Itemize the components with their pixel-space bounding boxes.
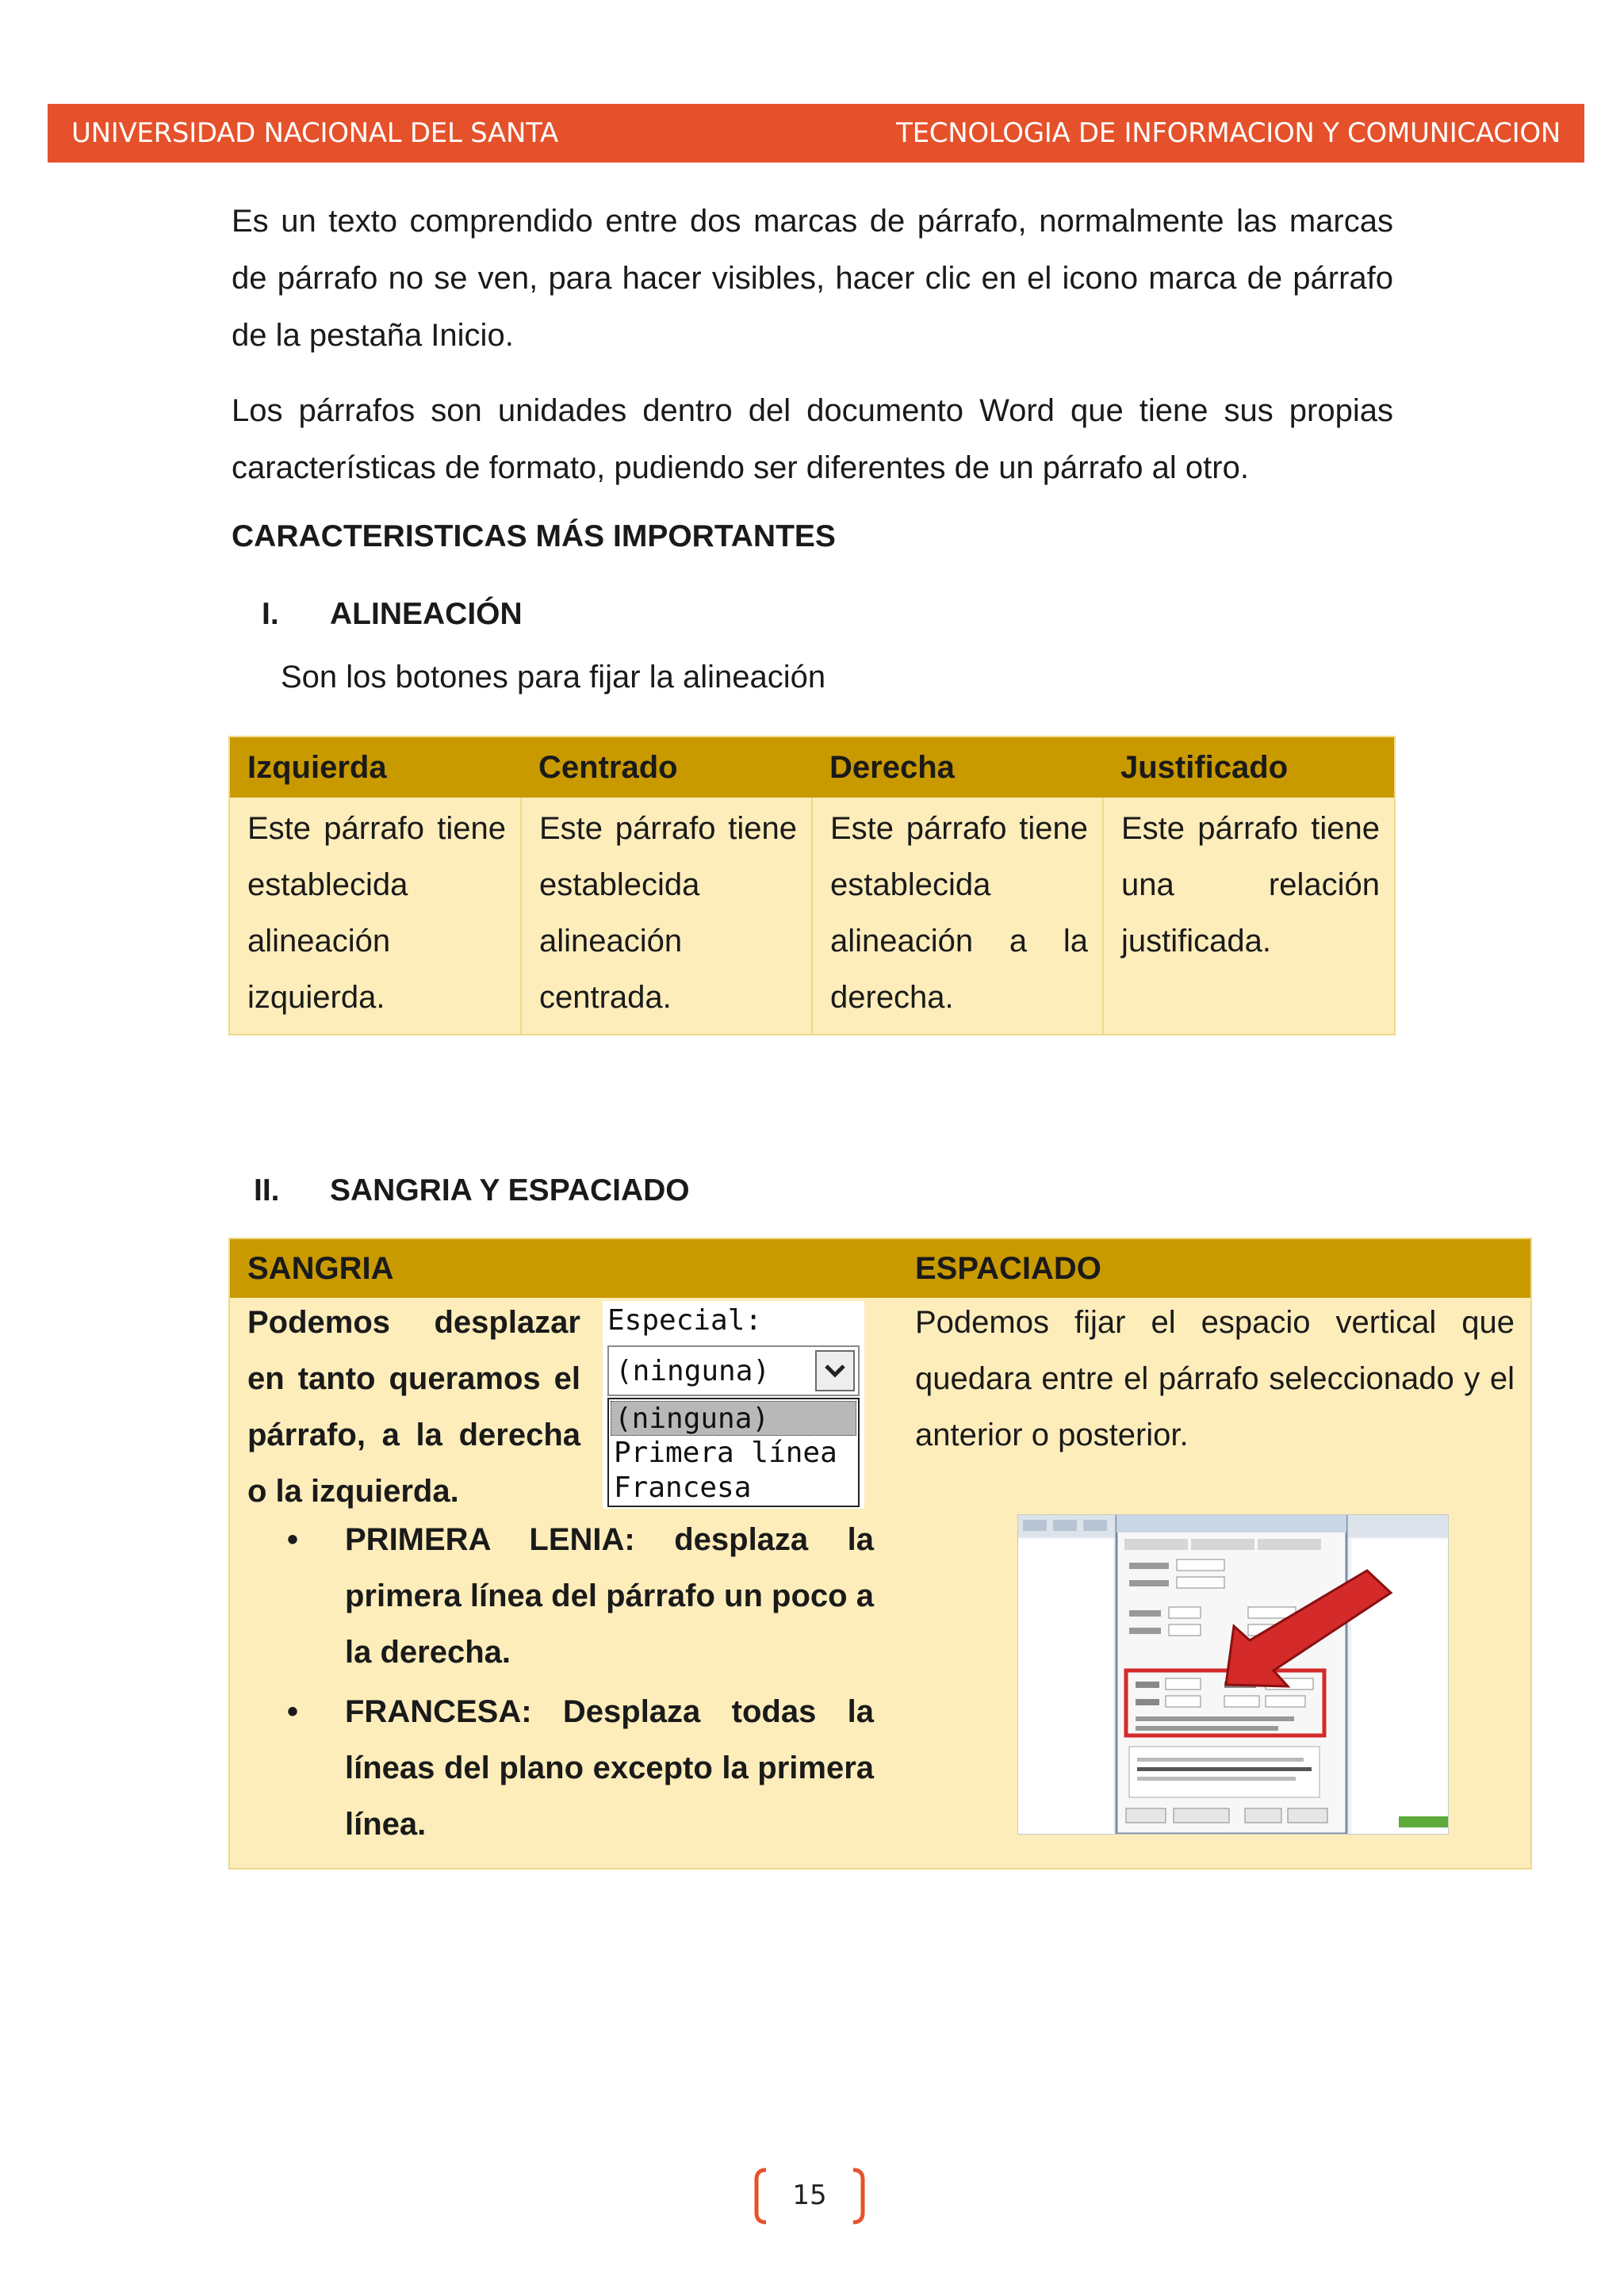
dropdown-option: Francesa — [614, 1471, 752, 1504]
table-header-cell: SANGRIA — [247, 1251, 394, 1286]
section-title: SANGRIA Y ESPACIADO — [330, 1173, 690, 1207]
header-course: TECNOLOGIA DE INFORMACION Y COMUNICACION — [896, 117, 1561, 149]
table-header-row — [230, 1239, 1530, 1298]
table-header-row — [230, 737, 1394, 798]
bullet-icon: • — [287, 1694, 299, 1729]
espaciado-description: Podemos fijar el espacio vertical que quedara entre el párrafo seleccionado y el anterior o posterior. — [915, 1305, 1515, 1452]
dropdown-selected-value: (ninguna) — [615, 1355, 771, 1387]
section-number: II. — [254, 1173, 280, 1207]
table-cell: Este párrafo tiene una relación justificada. — [1103, 798, 1394, 1034]
intro-paragraph-2: Los párrafos son unidades dentro del documento Word que tiene sus propias características de formato, pudiendo ser diferentes de un párrafo al otro. — [232, 393, 1393, 485]
page-footer — [750, 2167, 869, 2225]
section-title: ALINEACIÓN — [330, 597, 523, 631]
special-indent-dropdown-image — [603, 1301, 864, 1509]
section-number: I. — [262, 597, 279, 631]
intro-paragraph-1: Es un texto comprendido entre dos marcas de párrafo, normalmente las marcas de párrafo no se ven, para hacer visibles, hacer clic en el icono marca de párrafo de la pestaña Inicio. — [232, 204, 1393, 353]
table-row — [230, 798, 1394, 1034]
dropdown-option: Primera línea — [614, 1437, 837, 1469]
sangria-espaciado-table — [230, 1239, 1530, 1868]
list-item-text: FRANCESA: Desplaza todas la líneas del plano excepto la primera línea. — [345, 1694, 874, 1842]
dropdown-select — [607, 1345, 860, 1396]
page-number: 15 — [792, 2179, 827, 2211]
section-subtitle: Son los botones para fijar la alineación — [281, 660, 826, 695]
table-header-cell: Izquierda — [230, 737, 521, 798]
dropdown-option: (ninguna) — [611, 1401, 856, 1436]
main-heading: CARACTERISTICAS MÁS IMPORTANTES — [232, 519, 836, 553]
list-item-text: PRIMERA LENIA: desplaza la primera línea del párrafo un poco a la derecha. — [345, 1522, 874, 1670]
chevron-down-icon — [815, 1350, 855, 1391]
paragraph-dialog-illustration — [1018, 1515, 1448, 1834]
indent-types-list — [287, 1512, 1112, 1856]
table-header-cell: ESPACIADO — [915, 1251, 1101, 1286]
table-cell: Este párrafo tiene establecida alineación izquierda. — [230, 798, 521, 1034]
bullet-icon: • — [287, 1522, 299, 1557]
table-header-cell: Justificado — [1103, 737, 1394, 798]
table-header-cell: Centrado — [521, 737, 812, 798]
sangria-description: Podemos desplazar en tanto queramos el párrafo, a la derecha o la izquierda. — [247, 1305, 580, 1509]
dropdown-label: Especial: — [607, 1304, 763, 1337]
dropdown-list — [607, 1398, 860, 1507]
header-university: UNIVERSIDAD NACIONAL DEL SANTA — [71, 117, 558, 149]
paragraph-dialog-image — [1017, 1514, 1449, 1835]
table-cell: Este párrafo tiene establecida alineación a la derecha. — [812, 798, 1103, 1034]
alignment-table — [230, 737, 1394, 1034]
table-cell: Este párrafo tiene establecida alineación centrada. — [521, 798, 812, 1034]
table-header-cell: Derecha — [812, 737, 1103, 798]
page-header — [48, 104, 1584, 163]
